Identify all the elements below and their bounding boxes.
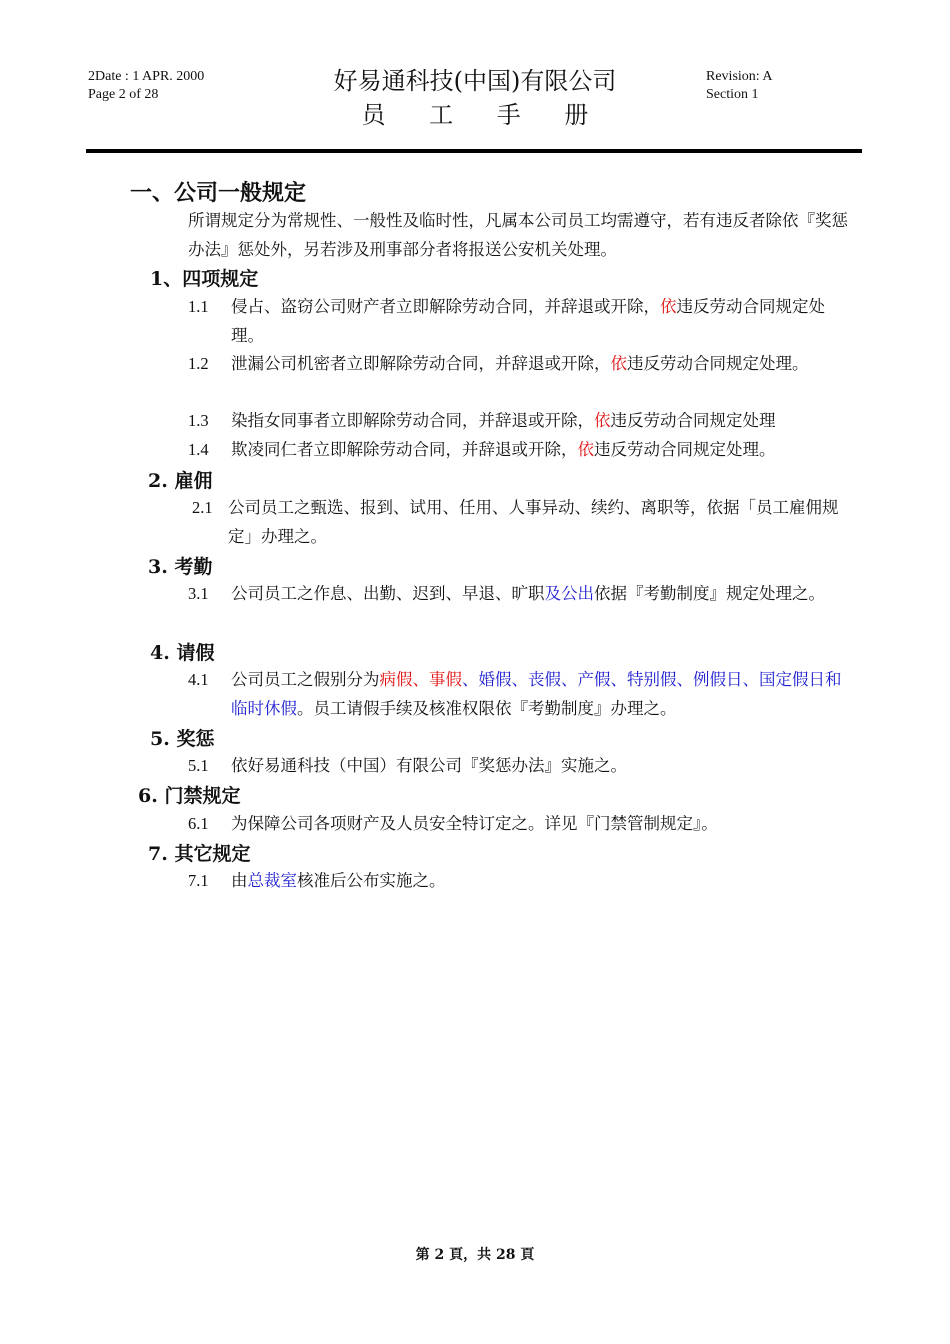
item-text: 欺凌同仁者立即解除劳动合同，并辞退或开除，依违反劳动合同规定处理。: [231, 440, 776, 459]
item-text: 依好易通科技（中国）有限公司『奖惩办法』实施之。: [231, 756, 627, 775]
item-text: 为保障公司各项财产及人员安全特订定之。详见『门禁管制规定』。: [231, 814, 718, 833]
highlight-blue: 及公出: [544, 584, 594, 603]
item-number: 7.1: [188, 871, 209, 890]
header-date: 2Date : 1 APR. 2000: [88, 69, 205, 84]
highlight-red: 依: [594, 411, 611, 430]
header-section: Section 1: [706, 87, 759, 102]
item-text: 染指女同事者立即解除劳动合同，并辞退或开除，依违反劳动合同规定处理: [231, 411, 776, 430]
item-text: 公司员工之作息、出勤、迟到、早退、旷职及公出依据『考勤制度』规定处理之。: [231, 584, 825, 603]
list-item-6-1: [188, 809, 852, 838]
highlight-red: 病假、事假: [379, 670, 462, 689]
company-name: 好易通科技(中国)有限公司: [333, 67, 617, 95]
item-number: 4.1: [188, 670, 209, 689]
list-item-2-1: [192, 493, 852, 551]
list-item-1-1: [188, 292, 852, 350]
section-heading-3: 3. 考勤: [148, 556, 213, 578]
item-text: 公司员工之甄选、报到、试用、任用、人事异动、续约、离职等，依据「员工雇佣规定」办理之。: [228, 498, 839, 546]
section-heading-4: 4. 请假: [150, 642, 215, 664]
item-text: 由总裁室核准后公布实施之。: [231, 871, 446, 890]
list-item-5-1: [188, 751, 852, 780]
list-item-4-1: [188, 665, 852, 723]
list-item-1-2: [188, 349, 852, 378]
header-center: [290, 64, 660, 132]
item-text: 泄漏公司机密者立即解除劳动合同，并辞退或开除，依违反劳动合同规定处理。: [231, 354, 809, 373]
item-number: 1.1: [188, 297, 209, 316]
header-page-number: Page 2 of 28: [88, 87, 159, 102]
item-number: 1.4: [188, 440, 209, 459]
section-heading-1: 1、四项规定: [150, 268, 259, 290]
item-number: 1.2: [188, 354, 209, 373]
list-item-3-1: [188, 579, 852, 608]
list-item-7-1: [188, 866, 852, 895]
section-heading-5: 5. 奖惩: [150, 728, 215, 750]
item-text: 公司员工之假别分为病假、事假、婚假、丧假、产假、特别假、例假日、国定假日和临时休假。员工请假手续及核准权限依『考勤制度』办理之。: [231, 670, 842, 718]
section-heading-6: 6. 门禁规定: [138, 785, 241, 807]
section-heading-7: 7. 其它规定: [148, 843, 251, 865]
item-number: 3.1: [188, 584, 209, 603]
header-left: [88, 68, 204, 104]
highlight-red: 依: [577, 440, 594, 459]
highlight-red: 依: [660, 297, 677, 316]
item-number: 5.1: [188, 756, 209, 775]
item-number: 2.1: [192, 498, 213, 517]
header-right: [706, 68, 773, 104]
header-revision: Revision: A: [706, 69, 773, 84]
document-title: 员 工 手 册: [361, 101, 607, 129]
chapter-heading: 一、公司一般规定: [130, 180, 307, 206]
item-number: 1.3: [188, 411, 209, 430]
chapter-intro: 所谓规定分为常规性、一般性及临时性，凡属本公司员工均需遵守，若有违反者除依『奖惩办法』惩处外，另若涉及刑事部分者将报送公安机关处理。: [188, 211, 848, 259]
header-divider: [86, 149, 862, 153]
list-item-1-4: [188, 435, 852, 464]
highlight-red: 依: [610, 354, 627, 373]
section-heading-2: 2. 雇佣: [148, 470, 213, 492]
highlight-blue: 婚假、丧假、产假、特别假、例假日、国定假日和临时休假: [231, 670, 842, 718]
item-text: 侵占、盗窃公司财产者立即解除劳动合同，并辞退或开除，依违反劳动合同规定处理。: [231, 297, 825, 345]
item-number: 6.1: [188, 814, 209, 833]
list-item-1-3: [188, 406, 852, 435]
page-footer: 第 2 頁，共 28 頁: [415, 1247, 535, 1263]
highlight-blue: 总裁室: [247, 871, 297, 890]
